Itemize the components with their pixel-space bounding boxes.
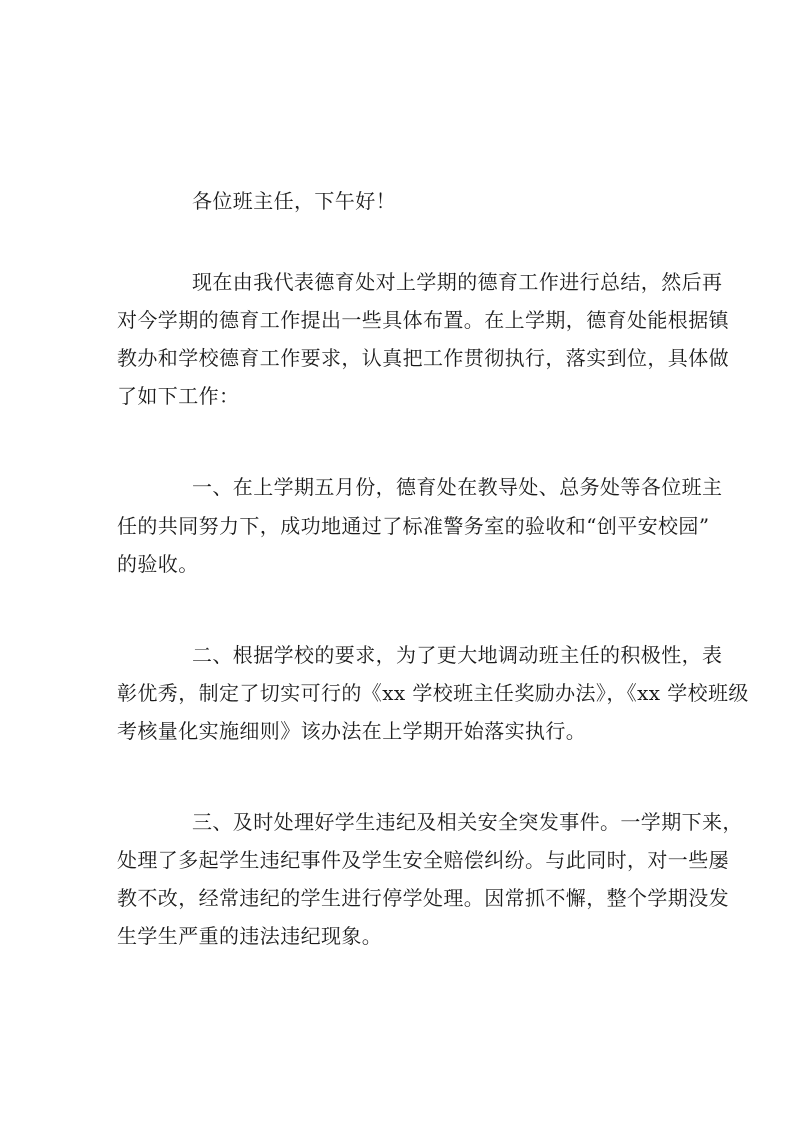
paragraph-line: 一、在上学期五月份，德育处在教导处、总务处等各位班主 — [192, 475, 723, 499]
paragraph-line: 对今学期的德育工作提出一些具体布置。在上学期，德育处能根据镇 — [117, 308, 729, 332]
paragraph-line: 现在由我代表德育处对上学期的德育工作进行总结，然后再 — [192, 270, 723, 294]
paragraph-line: 了如下工作： — [117, 384, 240, 408]
paragraph-line: 处理了多起学生违纪事件及学生安全赔偿纠纷。与此同时，对一些屡 — [117, 848, 729, 872]
paragraph-line: 考核量化实施细则》该办法在上学期开始落实执行。 — [117, 719, 587, 743]
paragraph-line: 生学生严重的违法违纪现象。 — [117, 924, 383, 948]
paragraph-line: 二、根据学校的要求，为了更大地调动班主任的积极性，表 — [192, 643, 723, 667]
paragraph-line: 的验收。 — [117, 552, 199, 576]
paragraph-line: 任的共同努力下，成功地通过了标准警务室的验收和“创平安校园” — [117, 514, 710, 538]
paragraph-line: 彰优秀，制定了切实可行的《xx 学校班主任奖励办法》，《xx 学校班级 — [117, 681, 749, 705]
paragraph-line: 教办和学校德育工作要求，认真把工作贯彻执行，落实到位，具体做 — [117, 346, 729, 370]
greeting: 各位班主任，下午好！ — [192, 189, 396, 213]
paragraph-line: 教不改，经常违纪的学生进行停学处理。因常抓不懈，整个学期没发 — [117, 886, 729, 910]
paragraph-line: 三、及时处理好学生违纪及相关安全突发事件。一学期下来， — [192, 810, 743, 834]
